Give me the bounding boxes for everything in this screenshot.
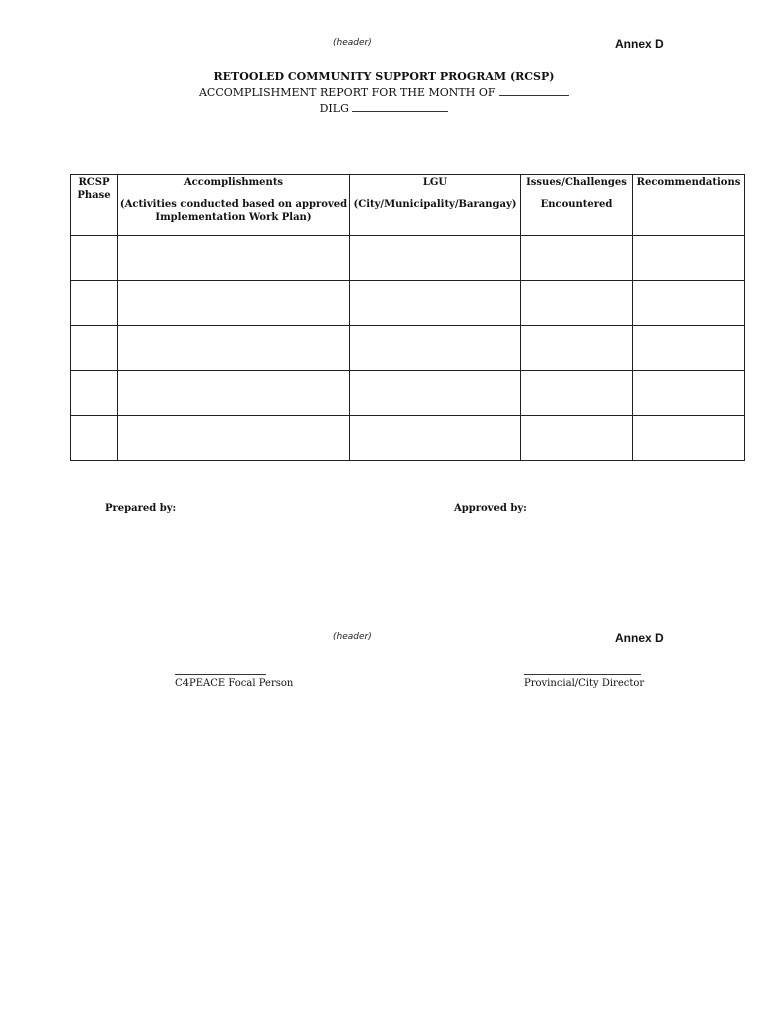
approved-by-name: Provincial/City Director <box>524 678 645 689</box>
header-placeholder: (header) <box>333 38 372 48</box>
annex-label-repeat: Annex D <box>615 631 664 645</box>
table-cell[interactable] <box>633 326 745 371</box>
table-cell[interactable] <box>633 281 745 326</box>
table-cell[interactable] <box>118 416 350 461</box>
table-row <box>71 416 745 461</box>
table-cell[interactable] <box>118 281 350 326</box>
table-cell[interactable] <box>521 416 633 461</box>
table-cell[interactable] <box>521 281 633 326</box>
table-cell[interactable] <box>118 326 350 371</box>
prepared-by-signature-line[interactable] <box>175 674 266 675</box>
col-header-title: Recommendations <box>636 177 741 188</box>
prepared-by-name: C4PEACE Focal Person <box>175 678 294 689</box>
table-cell[interactable] <box>71 371 118 416</box>
table-header-row <box>71 175 745 236</box>
table-cell[interactable] <box>71 281 118 326</box>
report-month-label: ACCOMPLISHMENT REPORT FOR THE MONTH OF <box>198 86 496 99</box>
accomplishment-table <box>70 174 745 461</box>
table-row <box>71 326 745 371</box>
month-blank-field[interactable] <box>499 85 569 96</box>
col-header-subtitle: Encountered <box>540 199 613 210</box>
col-header-subtitle: (Activities conducted based on approved Implementation Work Plan) <box>119 199 348 223</box>
table-cell[interactable] <box>633 236 745 281</box>
table-cell[interactable] <box>118 371 350 416</box>
col-header-title: LGU <box>422 177 448 188</box>
table-cell[interactable] <box>521 326 633 371</box>
col-header-accomplishments <box>118 175 350 236</box>
col-header-subtitle: (City/Municipality/Barangay) <box>353 199 517 210</box>
table-row <box>71 236 745 281</box>
dilg-line <box>0 101 768 117</box>
approved-by-signature-line[interactable] <box>524 674 641 675</box>
table-cell[interactable] <box>350 371 521 416</box>
program-title: RETOOLED COMMUNITY SUPPORT PROGRAM (RCSP) <box>213 70 555 83</box>
report-month-line <box>0 85 768 101</box>
table-row <box>71 371 745 416</box>
table-cell[interactable] <box>71 326 118 371</box>
table-cell[interactable] <box>633 371 745 416</box>
col-header-issues <box>521 175 633 236</box>
prepared-by-label: Prepared by: <box>105 503 177 514</box>
annex-label: Annex D <box>615 37 664 51</box>
header-placeholder-repeat: (header) <box>333 632 372 642</box>
col-header-title: Accomplishments <box>183 177 284 188</box>
table-cell[interactable] <box>71 236 118 281</box>
table-cell[interactable] <box>521 236 633 281</box>
table-cell[interactable] <box>71 416 118 461</box>
dilg-blank-field[interactable] <box>352 101 448 112</box>
table-cell[interactable] <box>350 236 521 281</box>
table-cell[interactable] <box>118 236 350 281</box>
table-row <box>71 281 745 326</box>
col-header-title: RCSP Phase <box>77 177 111 201</box>
table-cell[interactable] <box>350 326 521 371</box>
approved-by-label: Approved by: <box>454 503 527 514</box>
dilg-label: DILG <box>319 102 349 115</box>
col-header-title: Issues/Challenges <box>526 177 627 188</box>
col-header-recommendations <box>633 175 745 236</box>
table-cell[interactable] <box>521 371 633 416</box>
table-cell[interactable] <box>350 416 521 461</box>
col-header-lgu <box>350 175 521 236</box>
table-cell[interactable] <box>350 281 521 326</box>
table-cell[interactable] <box>633 416 745 461</box>
col-header-rcsp-phase <box>71 175 118 236</box>
title-block <box>0 69 768 117</box>
